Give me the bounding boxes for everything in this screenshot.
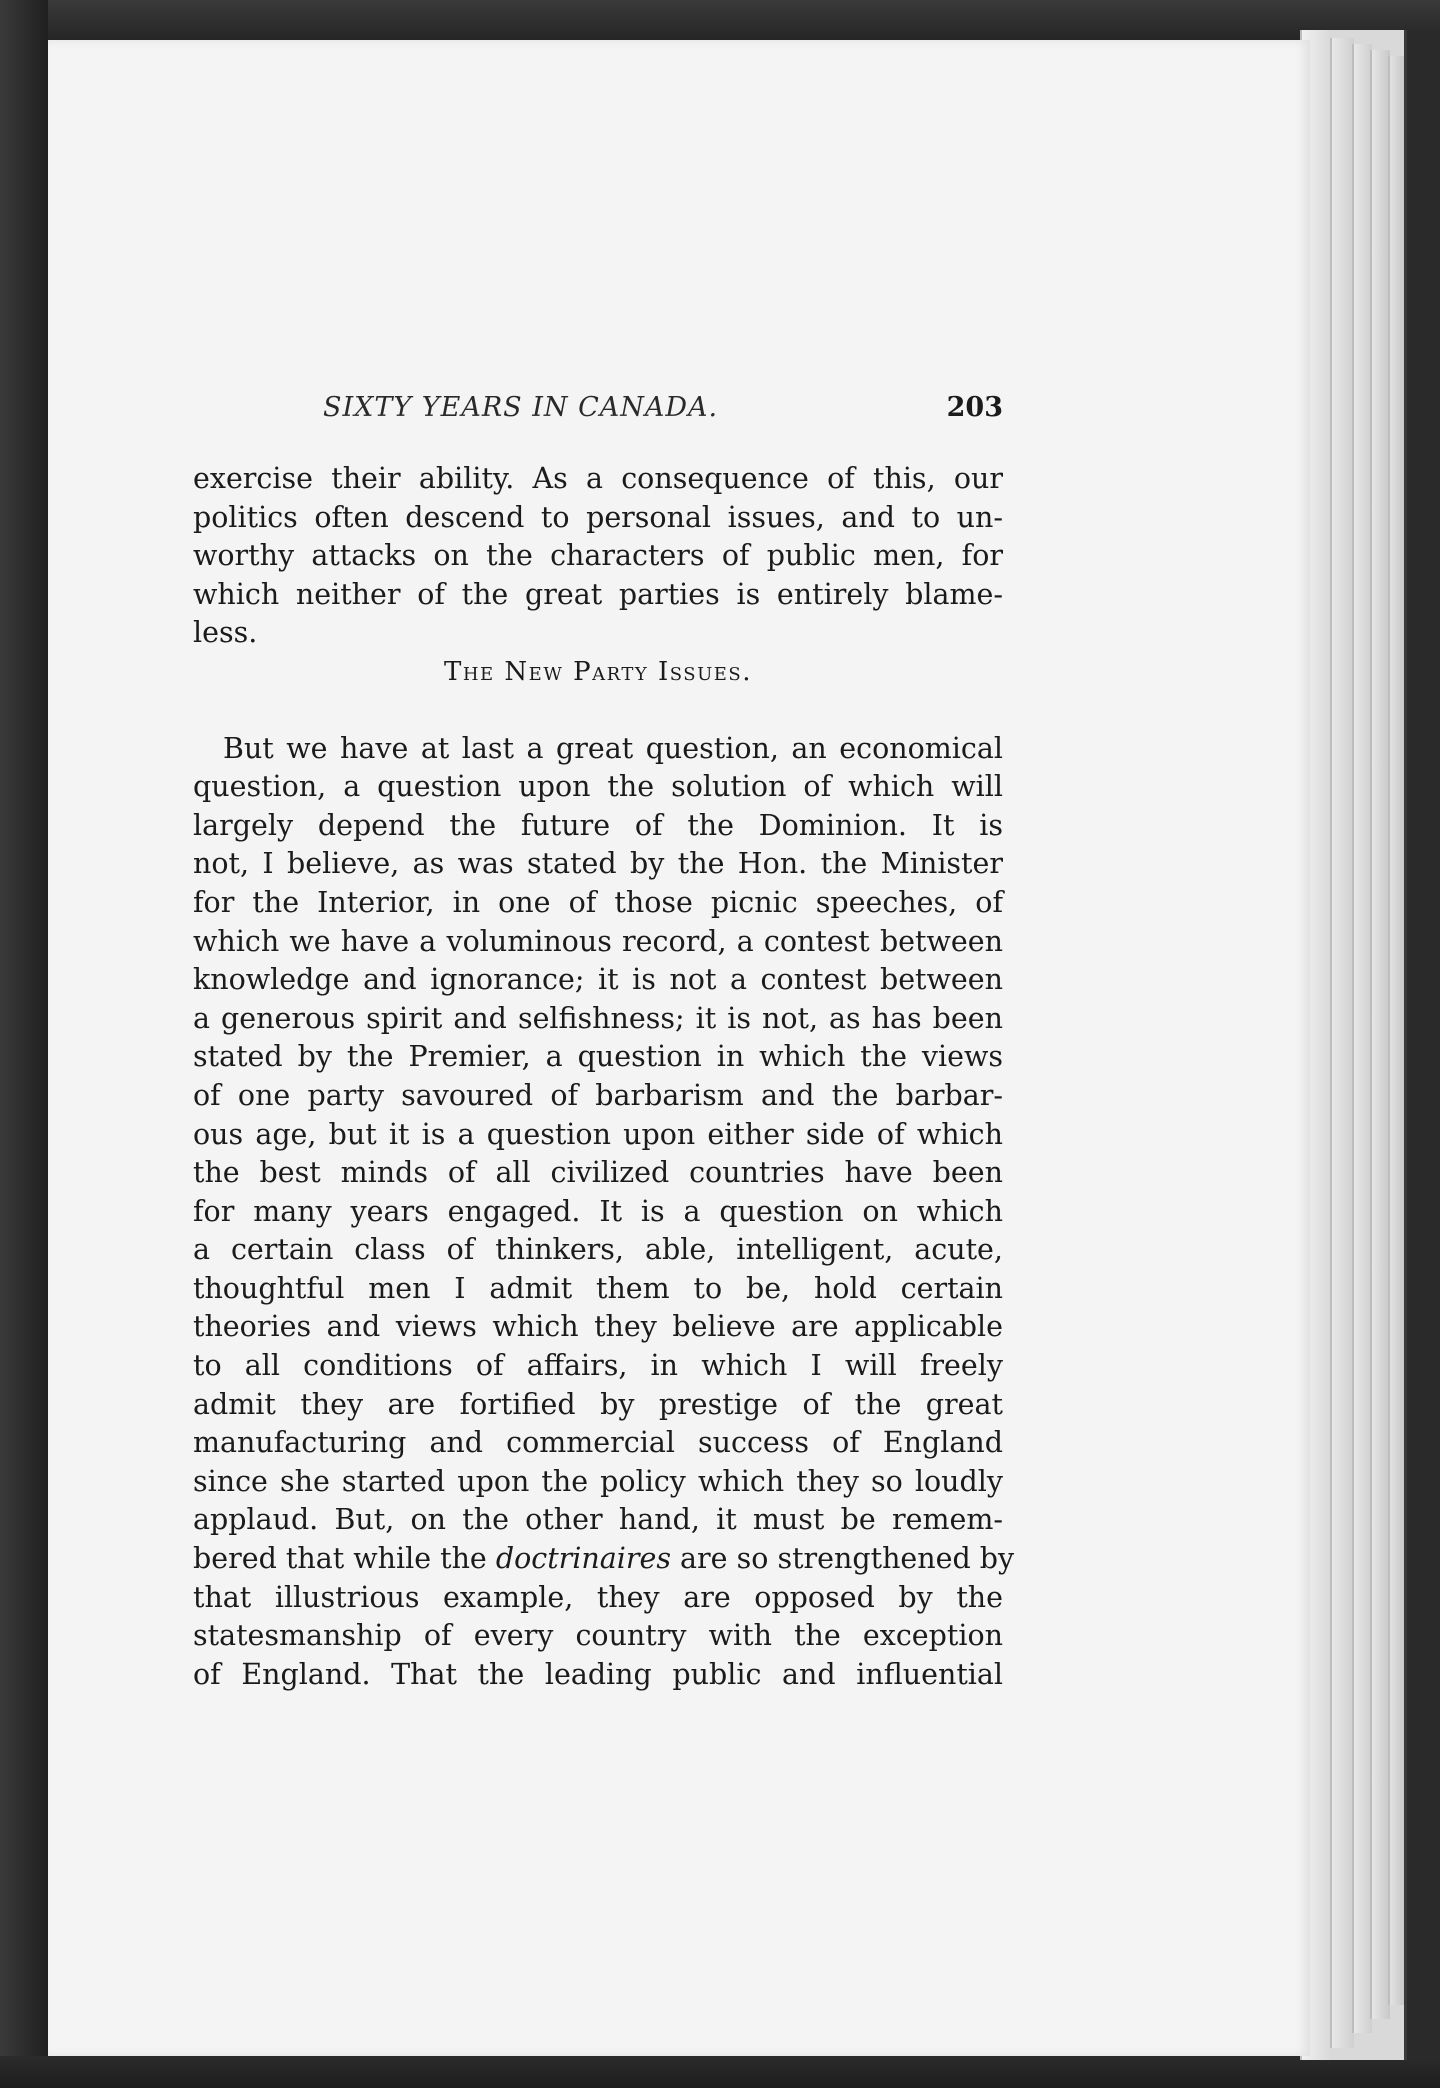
text-line: which we have a voluminous record, a contest between — [193, 924, 1003, 958]
text-line: thoughtful men I admit them to be, hold certain — [193, 1271, 1003, 1305]
text-line: the best minds of all civilized countries have been — [193, 1156, 1003, 1190]
section-heading: The New Party Issues. — [443, 656, 752, 687]
body-text — [193, 460, 1015, 1694]
text-line: question, a question upon the solution of which will — [193, 770, 1003, 804]
stacked-page-edges — [1300, 30, 1440, 2060]
text-line: statesmanship of every country with the exception — [193, 1619, 1003, 1653]
background-strip — [1404, 30, 1440, 2060]
text-line: applaud. But, on the other hand, it must be remem- — [193, 1503, 1003, 1537]
running-head — [193, 392, 1003, 432]
text-line: knowledge and ignorance; it is not a contest between — [193, 963, 1003, 997]
text-line: But we have at last a great question, an economical — [223, 731, 1003, 765]
text-line: manufacturing and commercial success of England — [193, 1426, 1003, 1460]
text-line: politics often descend to personal issues, and to un- — [193, 500, 1003, 534]
text-line: largely depend the future of the Dominion. It is — [193, 808, 1003, 842]
text-line: since she started upon the policy which they so loudly — [193, 1464, 1003, 1498]
text-line: of England. That the leading public and influential — [193, 1657, 1003, 1691]
text-line: admit they are fortified by prestige of the great — [193, 1387, 1003, 1421]
text-line: that illustrious example, they are opposed by the — [193, 1580, 1003, 1614]
scan-frame-bottom — [0, 2056, 1440, 2088]
page-edge — [1352, 44, 1372, 2033]
text-line: of one party savoured of barbarism and the barbar- — [193, 1078, 1003, 1112]
scan-frame-top — [0, 0, 1440, 40]
text-line: exercise their ability. As a consequence of this, our — [193, 462, 1003, 495]
text-line: ous age, but it is a question upon either side of which — [193, 1117, 1003, 1151]
page-edge — [1330, 38, 1354, 2048]
text-line: a certain class of thinkers, able, intelligent, acute, — [193, 1233, 1003, 1267]
text-segment: bered that while the — [193, 1542, 496, 1576]
text-line-doctrinaires — [193, 1540, 1015, 1579]
text-line: stated by the Premier, a question in which the views — [193, 1040, 1003, 1074]
scan-frame-left — [0, 0, 48, 2088]
text-line: not, I believe, as was stated by the Hon. the Minister — [193, 847, 1003, 881]
page-edge — [1370, 50, 1390, 2019]
text-line: to all conditions of affairs, in which I will freely — [193, 1349, 1003, 1383]
text-line: worthy attacks on the characters of public men, for — [193, 539, 1003, 573]
running-title: SIXTY YEARS IN CANADA. — [323, 392, 719, 423]
page-number: 203 — [946, 392, 1003, 423]
book-page — [48, 40, 1310, 2056]
text-line: which neither of the great parties is entirely blame- — [193, 577, 1003, 611]
text-line: a generous spirit and selfishness; it is not, as has been — [193, 1001, 1003, 1035]
text-line: for many years engaged. It is a question on which — [193, 1194, 1003, 1228]
text-segment: are so strengthened by — [671, 1542, 1015, 1576]
italic-word-doctrinaires: doctrinaires — [495, 1542, 671, 1576]
text-line: for the Interior, in one of those picnic speeches, of — [193, 885, 1003, 919]
text-line: theories and views which they believe are applicable — [193, 1310, 1003, 1344]
text-line: less. — [193, 616, 258, 650]
